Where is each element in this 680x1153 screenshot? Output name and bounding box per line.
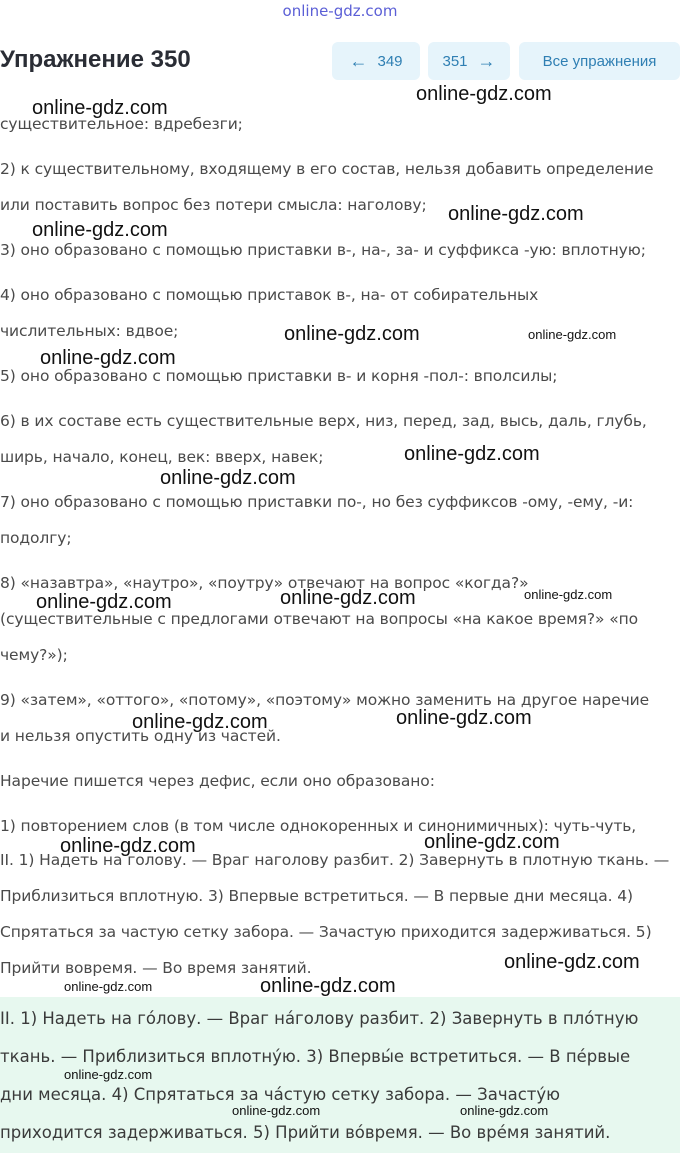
watermark: online-gdz.com [280, 587, 416, 609]
text-line: или поставить вопрос без потери смысла: наголову; [0, 196, 427, 214]
text-line: числительных: вдвое; [0, 322, 179, 340]
arrow-left-icon: ← [349, 51, 368, 71]
text-line: подолгу; [0, 529, 72, 547]
watermark: online-gdz.com [232, 1103, 321, 1118]
watermark: online-gdz.com [448, 203, 584, 225]
watermark: online-gdz.com [396, 707, 532, 729]
next-exercise-label: 351 [442, 52, 468, 70]
prev-exercise-label: 349 [377, 52, 403, 70]
watermark: online-gdz.com [160, 467, 296, 489]
text-line: (существительные с предлогами отвечают на вопросы «на какое время?» «по [0, 610, 639, 628]
watermark: online-gdz.com [404, 443, 540, 465]
site-watermark-top: online-gdz.com [282, 2, 398, 20]
prev-exercise-button[interactable] [332, 42, 420, 80]
text-line: и нельзя опустить одну из частей. [0, 727, 281, 745]
text-line: Наречие пишется через дефис, если оно образовано: [0, 772, 435, 790]
watermark: online-gdz.com [32, 219, 168, 241]
text-line: 5) оно образовано с помощью приставки в- и корня -пол-: вполсилы; [0, 367, 558, 385]
watermark: online-gdz.com [260, 975, 396, 997]
watermark: online-gdz.com [132, 711, 268, 733]
watermark: online-gdz.com [528, 327, 617, 342]
text-line: II. 1) Надеть на голову. — Враг наголову разбит. 2) Завернуть в плотную ткань. — [0, 851, 670, 869]
text-line: существительное: вдребезги; [0, 115, 243, 133]
text-line: чему?»); [0, 646, 68, 664]
text-line: Прийти вовремя. — Во время занятий. [0, 959, 312, 977]
text-line: Спрятаться за частую сетку забора. — Зачастую приходится задерживаться. 5) [0, 923, 652, 941]
all-exercises-button[interactable] [519, 42, 680, 80]
text-line: ширь, начало, конец, век: вверх, навек; [0, 448, 324, 466]
text-line: 7) оно образовано с помощью приставки по-, но без суффиксов -ому, -ему, -и: [0, 493, 634, 511]
watermark: online-gdz.com [416, 83, 552, 105]
watermark: online-gdz.com [64, 979, 153, 994]
text-line: Приблизиться вплотную. 3) Впервые встретиться. — В первые дни месяца. 4) [0, 887, 633, 905]
watermark: online-gdz.com [504, 951, 640, 973]
watermark: online-gdz.com [64, 1067, 153, 1082]
answer-block [0, 997, 680, 1153]
text-line: 6) в их составе есть существительные верх, низ, перед, зад, высь, даль, глубь, [0, 412, 647, 430]
all-exercises-label: Все упражнения [542, 52, 657, 70]
text-line: 2) к существительному, входящему в его состав, нельзя добавить определение [0, 160, 654, 178]
watermark: online-gdz.com [524, 587, 613, 602]
text-line: 4) оно образовано с помощью приставок в-, на- от собирательных [0, 286, 539, 304]
text-line: 8) «назавтра», «наутро», «поутру» отвечают на вопрос «когда?» [0, 574, 529, 592]
answer-line: II. 1) Надеть на гóлову. — Враг нáголову разбит. 2) Завернуть в плóтную [0, 1009, 639, 1028]
page-title: Упражнение 350 [0, 46, 191, 73]
answer-line: приходится задерживаться. 5) Прийти вóвремя. — Во врéмя занятий. [0, 1123, 611, 1142]
watermark: online-gdz.com [32, 97, 168, 119]
arrow-right-icon: → [477, 51, 496, 71]
text-line: 9) «затем», «оттого», «потому», «поэтому» можно заменить на другое наречие [0, 691, 650, 709]
watermark: online-gdz.com [424, 831, 560, 853]
answer-line: ткань. — Приблизиться вплотнýю. 3) Впервы́е встретиться. — В пéрвые [0, 1047, 631, 1066]
watermark: online-gdz.com [40, 347, 176, 369]
text-line: 3) оно образовано с помощью приставки в-, на-, за- и суффикса -ую: вплотную; [0, 241, 646, 259]
text-line: 1) повторением слов (в том числе однокоренных и синонимичных): чуть-чуть, [0, 817, 637, 835]
watermark: online-gdz.com [284, 323, 420, 345]
watermark: online-gdz.com [460, 1103, 549, 1118]
next-exercise-button[interactable] [428, 42, 510, 80]
watermark: online-gdz.com [36, 591, 172, 613]
answer-line: дни месяца. 4) Спрятаться за чáстую сетку забора. — Зачастýю [0, 1085, 561, 1104]
watermark: online-gdz.com [60, 835, 196, 857]
